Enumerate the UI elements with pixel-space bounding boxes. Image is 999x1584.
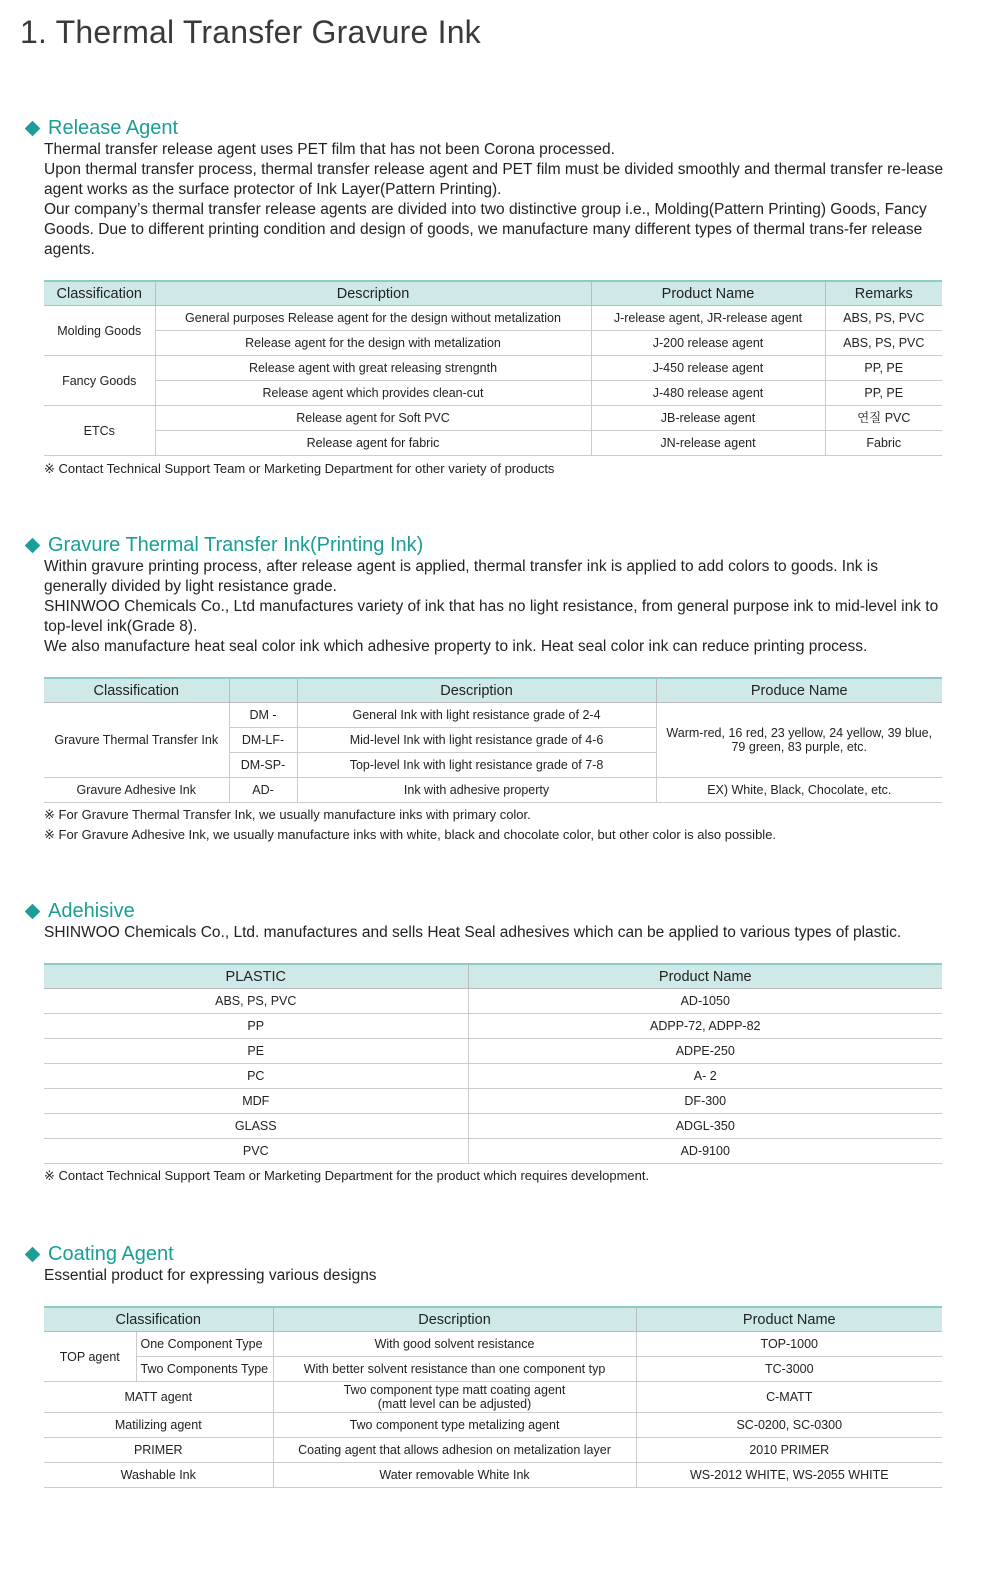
adhesive-heading	[24, 899, 944, 923]
group-cell: PRIMER	[44, 1438, 273, 1463]
table-row	[44, 778, 942, 803]
description-cell: Release agent with great releasing strengnth	[155, 356, 591, 381]
table-row	[44, 331, 942, 356]
table-row	[44, 1357, 942, 1382]
column-header: Description	[273, 1307, 636, 1332]
description-cell: With better solvent resistance than one component typ	[273, 1357, 636, 1382]
group-cell: MATT agent	[44, 1382, 273, 1413]
product-cell: J-200 release agent	[591, 331, 825, 356]
coating-agent-section	[24, 1242, 944, 1488]
column-header: Classification	[44, 678, 229, 703]
description-cell: Two component type metalizing agent	[273, 1413, 636, 1438]
description-cell: Release agent for fabric	[155, 431, 591, 456]
description-line: (matt level can be adjusted)	[377, 1397, 532, 1411]
group-cell: Gravure Adhesive Ink	[44, 778, 229, 803]
gravure-paragraph: Within gravure printing process, after release agent is applied, thermal transfer ink is applied to add colors to goods. Ink is generally divided by light resistance grade.	[44, 558, 878, 595]
table-row	[44, 1089, 942, 1114]
product-cell: WS-2012 WHITE, WS-2055 WHITE	[636, 1463, 942, 1488]
remarks-cell: Fabric	[825, 431, 942, 456]
section-heading-text: Release Agent	[48, 116, 179, 139]
description-cell	[273, 1382, 636, 1413]
group-cell: ETCs	[44, 406, 155, 456]
code-cell: DM-SP-	[229, 753, 297, 778]
product-cell: SC-0200, SC-0300	[636, 1413, 942, 1438]
product-cell: AD-9100	[468, 1139, 942, 1164]
remarks-cell: PP, PE	[825, 381, 942, 406]
column-header: Produce Name	[656, 678, 942, 703]
page-title: 1. Thermal Transfer Gravure Ink	[20, 14, 481, 50]
footnote: ※ For Gravure Thermal Transfer Ink, we usually manufacture inks with primary color.	[44, 807, 531, 822]
table-row	[44, 989, 942, 1014]
description-cell: General purposes Release agent for the design without metalization	[155, 306, 591, 331]
product-cell: JN-release agent	[591, 431, 825, 456]
release-paragraph: Our company’s thermal transfer release agents are divided into two distinctive group i.e., Molding(Pattern Printing) Goods, Fancy Goods. Due to different printing condition and design of goods, we manufacture many different types of thermal trans-fer release agents.	[44, 201, 927, 258]
column-header: Description	[155, 281, 591, 306]
column-header: Product Name	[636, 1307, 942, 1332]
table-header-row	[44, 678, 942, 703]
description-cell: With good solvent resistance	[273, 1332, 636, 1357]
coating-paragraph: Essential product for expressing various designs	[44, 1267, 377, 1284]
release-paragraph: Thermal transfer release agent uses PET film that has not been Corona processed.	[44, 141, 615, 158]
diamond-bullet-icon	[25, 120, 41, 136]
release-agent-section	[24, 116, 944, 479]
product-cell: ADPP-72, ADPP-82	[468, 1014, 942, 1039]
diamond-bullet-icon	[25, 1246, 41, 1262]
product-cell: TOP-1000	[636, 1332, 942, 1357]
adhesive-table	[44, 963, 942, 1164]
type-cell: Two Components Type	[136, 1357, 273, 1382]
product-cell: J-release agent, JR-release agent	[591, 306, 825, 331]
table-row	[44, 1064, 942, 1089]
plastic-cell: GLASS	[44, 1114, 468, 1139]
product-cell: C-MATT	[636, 1382, 942, 1413]
code-cell: DM -	[229, 703, 297, 728]
remarks-cell: ABS, PS, PVC	[825, 306, 942, 331]
gravure-ink-table	[44, 677, 942, 803]
code-cell: AD-	[229, 778, 297, 803]
product-cell: ADGL-350	[468, 1114, 942, 1139]
table-row	[44, 1039, 942, 1064]
plastic-cell: MDF	[44, 1089, 468, 1114]
table-row	[44, 356, 942, 381]
footnote: ※ For Gravure Adhesive Ink, we usually manufacture inks with white, black and chocolate color, but other color is also possible.	[44, 827, 777, 842]
table-row	[44, 406, 942, 431]
table-row	[44, 1014, 942, 1039]
gravure-paragraph: We also manufacture heat seal color ink which adhesive property to ink. Heat seal color ink can reduce printing process.	[44, 638, 868, 655]
plastic-cell: ABS, PS, PVC	[44, 989, 468, 1014]
product-cell: A- 2	[468, 1064, 942, 1089]
product-cell: Warm-red, 16 red, 23 yellow, 24 yellow, 39 blue, 79 green, 83 purple, etc.	[656, 703, 942, 778]
column-header: Product Name	[468, 964, 942, 989]
adhesive-section	[24, 899, 944, 1186]
column-header: Classification	[44, 1307, 273, 1332]
table-row	[44, 1139, 942, 1164]
description-line: Two component type matt coating agent	[343, 1383, 566, 1397]
column-header: PLASTIC	[44, 964, 468, 989]
column-header: Classification	[44, 281, 155, 306]
product-cell: DF-300	[468, 1089, 942, 1114]
table-row	[44, 306, 942, 331]
footnote: ※ Contact Technical Support Team or Marketing Department for the product which requires development.	[44, 1168, 650, 1183]
product-cell: ADPE-250	[468, 1039, 942, 1064]
table-header-row	[44, 281, 942, 306]
table-row	[44, 1413, 942, 1438]
product-cell: J-450 release agent	[591, 356, 825, 381]
table-row	[44, 381, 942, 406]
section-heading-text: Gravure Thermal Transfer Ink(Printing Ink)	[48, 533, 424, 556]
plastic-cell: PE	[44, 1039, 468, 1064]
description-cell: Release agent for Soft PVC	[155, 406, 591, 431]
table-row	[44, 431, 942, 456]
description-cell: General Ink with light resistance grade of 2-4	[297, 703, 656, 728]
product-cell: AD-1050	[468, 989, 942, 1014]
table-row	[44, 703, 942, 728]
column-header: Product Name	[591, 281, 825, 306]
description-cell: Water removable White Ink	[273, 1463, 636, 1488]
table-row	[44, 1438, 942, 1463]
plastic-cell: PVC	[44, 1139, 468, 1164]
remarks-cell: PP, PE	[825, 356, 942, 381]
remarks-cell: 연질 PVC	[825, 406, 942, 431]
group-cell: Fancy Goods	[44, 356, 155, 406]
product-cell: TC-3000	[636, 1357, 942, 1382]
description-cell: Release agent which provides clean-cut	[155, 381, 591, 406]
group-cell: TOP agent	[44, 1332, 136, 1382]
code-cell: DM-LF-	[229, 728, 297, 753]
coating-agent-heading	[24, 1242, 944, 1266]
adhesive-paragraph: SHINWOO Chemicals Co., Ltd. manufactures and sells Heat Seal adhesives which can be applied to various types of plastic.	[44, 924, 902, 941]
group-cell: Washable Ink	[44, 1463, 273, 1488]
description-cell: Mid-level Ink with light resistance grade of 4-6	[297, 728, 656, 753]
footnote: ※ Contact Technical Support Team or Marketing Department for other variety of products	[44, 461, 555, 476]
table-header-row	[44, 1307, 942, 1332]
table-row	[44, 1114, 942, 1139]
column-header: Remarks	[825, 281, 942, 306]
diamond-bullet-icon	[25, 537, 41, 553]
section-heading-text: Coating Agent	[48, 1242, 174, 1265]
table-row	[44, 1463, 942, 1488]
type-cell: One Component Type	[136, 1332, 273, 1357]
group-cell: Matilizing agent	[44, 1413, 273, 1438]
product-cell: JB-release agent	[591, 406, 825, 431]
table-row	[44, 1332, 942, 1357]
description-cell: Release agent for the design with metalization	[155, 331, 591, 356]
release-agent-heading	[24, 116, 944, 140]
table-header-row	[44, 964, 942, 989]
plastic-cell: PC	[44, 1064, 468, 1089]
gravure-ink-section	[24, 533, 944, 845]
gravure-paragraph: SHINWOO Chemicals Co., Ltd manufactures variety of ink that has no light resistance, from general purpose ink to mid-level ink to top-level ink(Grade 8).	[44, 598, 939, 635]
release-paragraph: Upon thermal transfer process, thermal transfer release agent and PET film must be divided smoothly and thermal transfer re-lease agent works as the surface protector of Ink Layer(Pattern Printing).	[44, 161, 944, 198]
product-cell: 2010 PRIMER	[636, 1438, 942, 1463]
product-cell: EX) White, Black, Chocolate, etc.	[656, 778, 942, 803]
product-cell: J-480 release agent	[591, 381, 825, 406]
diamond-bullet-icon	[25, 903, 41, 919]
plastic-cell: PP	[44, 1014, 468, 1039]
release-agent-table	[44, 280, 942, 456]
group-cell: Molding Goods	[44, 306, 155, 356]
coating-agent-table	[44, 1306, 942, 1488]
column-header	[229, 678, 297, 703]
column-header: Description	[297, 678, 656, 703]
gravure-ink-heading	[24, 533, 944, 557]
group-cell: Gravure Thermal Transfer Ink	[44, 703, 229, 778]
table-row	[44, 1382, 942, 1413]
remarks-cell: ABS, PS, PVC	[825, 331, 942, 356]
section-heading-text: Adehisive	[48, 899, 135, 922]
description-cell: Top-level Ink with light resistance grade of 7-8	[297, 753, 656, 778]
description-cell: Ink with adhesive property	[297, 778, 656, 803]
description-cell: Coating agent that allows adhesion on metalization layer	[273, 1438, 636, 1463]
